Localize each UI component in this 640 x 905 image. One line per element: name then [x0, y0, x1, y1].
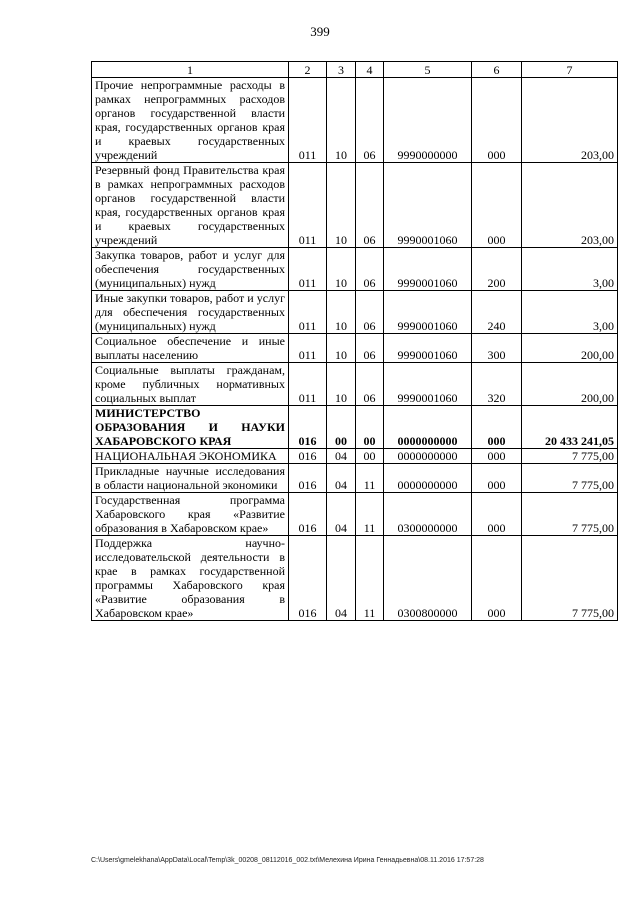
target-article-cell: 0000000000 — [384, 464, 472, 493]
amount-cell: 7 775,00 — [522, 536, 618, 621]
item-name-cell: МИНИСТЕРСТВО ОБРАЗОВАНИЯ И НАУКИ ХАБАРОВСКОГО КРАЯ — [92, 406, 289, 449]
item-name-cell: Закупка товаров, работ и услуг для обеспечения государственных (муниципальных) нужд — [92, 248, 289, 291]
target-article-cell: 9990000000 — [384, 78, 472, 163]
subsection-code-cell: 11 — [356, 464, 384, 493]
amount-cell: 7 775,00 — [522, 449, 618, 464]
item-name-cell: Социальные выплаты гражданам, кроме публичных нормативных социальных выплат — [92, 363, 289, 406]
subsection-code-cell: 06 — [356, 248, 384, 291]
item-name-cell: Прочие непрограммные расходы в рамках непрограммных расходов органов государственной власти края, государственных органов края и краевых государственных учреждений — [92, 78, 289, 163]
section-code-cell: 10 — [327, 363, 356, 406]
expense-type-cell: 000 — [472, 493, 522, 536]
amount-cell: 20 433 241,05 — [522, 406, 618, 449]
amount-cell: 3,00 — [522, 291, 618, 334]
table-row — [92, 406, 618, 449]
target-article-cell: 9990001060 — [384, 363, 472, 406]
subsection-code-cell: 06 — [356, 163, 384, 248]
budget-table — [91, 61, 618, 621]
target-article-cell: 0000000000 — [384, 449, 472, 464]
subsection-code-cell: 11 — [356, 536, 384, 621]
ministry-code-cell: 011 — [289, 248, 327, 291]
header-cell: 4 — [356, 62, 384, 78]
section-code-cell: 10 — [327, 334, 356, 363]
expense-type-cell: 240 — [472, 291, 522, 334]
page-number: 399 — [310, 24, 330, 39]
target-article-cell: 0000000000 — [384, 406, 472, 449]
expense-type-cell: 000 — [472, 464, 522, 493]
expense-type-cell: 200 — [472, 248, 522, 291]
amount-cell: 203,00 — [522, 163, 618, 248]
ministry-code-cell: 011 — [289, 291, 327, 334]
amount-cell: 203,00 — [522, 78, 618, 163]
expense-type-cell: 000 — [472, 406, 522, 449]
target-article-cell: 9990001060 — [384, 163, 472, 248]
ministry-code-cell: 011 — [289, 363, 327, 406]
ministry-code-cell: 011 — [289, 78, 327, 163]
section-code-cell: 10 — [327, 291, 356, 334]
expense-type-cell: 300 — [472, 334, 522, 363]
expense-type-cell: 000 — [472, 163, 522, 248]
table-row — [92, 536, 618, 621]
ministry-code-cell: 016 — [289, 536, 327, 621]
expense-type-cell: 320 — [472, 363, 522, 406]
expense-type-cell: 000 — [472, 449, 522, 464]
header-cell: 1 — [92, 62, 289, 78]
section-code-cell: 04 — [327, 536, 356, 621]
ministry-code-cell: 016 — [289, 493, 327, 536]
item-name-cell: Иные закупки товаров, работ и услуг для обеспечения государственных (муниципальных) нужд — [92, 291, 289, 334]
amount-cell: 200,00 — [522, 334, 618, 363]
expense-type-cell: 000 — [472, 536, 522, 621]
section-code-cell: 00 — [327, 406, 356, 449]
item-name-cell: Государственная программа Хабаровского края «Развитие образования в Хабаровском крае» — [92, 493, 289, 536]
item-name-cell: Социальное обеспечение и иные выплаты населению — [92, 334, 289, 363]
table-row — [92, 78, 618, 163]
header-cell: 3 — [327, 62, 356, 78]
header-row — [92, 62, 618, 78]
table-row — [92, 449, 618, 464]
amount-cell: 3,00 — [522, 248, 618, 291]
subsection-code-cell: 06 — [356, 334, 384, 363]
section-code-cell: 10 — [327, 163, 356, 248]
section-code-cell: 10 — [327, 78, 356, 163]
target-article-cell: 9990001060 — [384, 291, 472, 334]
amount-cell: 200,00 — [522, 363, 618, 406]
expense-type-cell: 000 — [472, 78, 522, 163]
subsection-code-cell: 06 — [356, 291, 384, 334]
file-path-footer: C:\Users\gmelekhana\AppData\Local\Temp\3k_00208_08112016_002.txt\Мелехина Ирина Геннадьевна\08.11.2016 17:57:28 — [91, 857, 484, 864]
item-name-cell: Прикладные научные исследования в области национальной экономики — [92, 464, 289, 493]
subsection-code-cell: 00 — [356, 406, 384, 449]
header-cell: 6 — [472, 62, 522, 78]
table-row — [92, 464, 618, 493]
ministry-code-cell: 011 — [289, 334, 327, 363]
ministry-code-cell: 016 — [289, 464, 327, 493]
subsection-code-cell: 06 — [356, 363, 384, 406]
header-cell: 5 — [384, 62, 472, 78]
table-row — [92, 163, 618, 248]
table-row — [92, 363, 618, 406]
table-row — [92, 248, 618, 291]
ministry-code-cell: 016 — [289, 449, 327, 464]
subsection-code-cell: 00 — [356, 449, 384, 464]
target-article-cell: 0300800000 — [384, 536, 472, 621]
target-article-cell: 9990001060 — [384, 334, 472, 363]
table-row — [92, 334, 618, 363]
section-code-cell: 04 — [327, 493, 356, 536]
amount-cell: 7 775,00 — [522, 493, 618, 536]
subsection-code-cell: 06 — [356, 78, 384, 163]
item-name-cell: Резервный фонд Правительства края в рамках непрограммных расходов органов государственной власти края, государственных органов края и краевых государственных учреждений — [92, 163, 289, 248]
section-code-cell: 10 — [327, 248, 356, 291]
table-row — [92, 291, 618, 334]
subsection-code-cell: 11 — [356, 493, 384, 536]
item-name-cell: Поддержка научно-исследовательской деятельности в крае в рамках государственной программы Хабаровского края «Развитие образования в Хабаровском крае» — [92, 536, 289, 621]
section-code-cell: 04 — [327, 464, 356, 493]
ministry-code-cell: 016 — [289, 406, 327, 449]
amount-cell: 7 775,00 — [522, 464, 618, 493]
target-article-cell: 0300000000 — [384, 493, 472, 536]
ministry-code-cell: 011 — [289, 163, 327, 248]
header-cell: 7 — [522, 62, 618, 78]
target-article-cell: 9990001060 — [384, 248, 472, 291]
section-code-cell: 04 — [327, 449, 356, 464]
item-name-cell: НАЦИОНАЛЬНАЯ ЭКОНОМИКА — [92, 449, 289, 464]
header-cell: 2 — [289, 62, 327, 78]
table-row — [92, 493, 618, 536]
